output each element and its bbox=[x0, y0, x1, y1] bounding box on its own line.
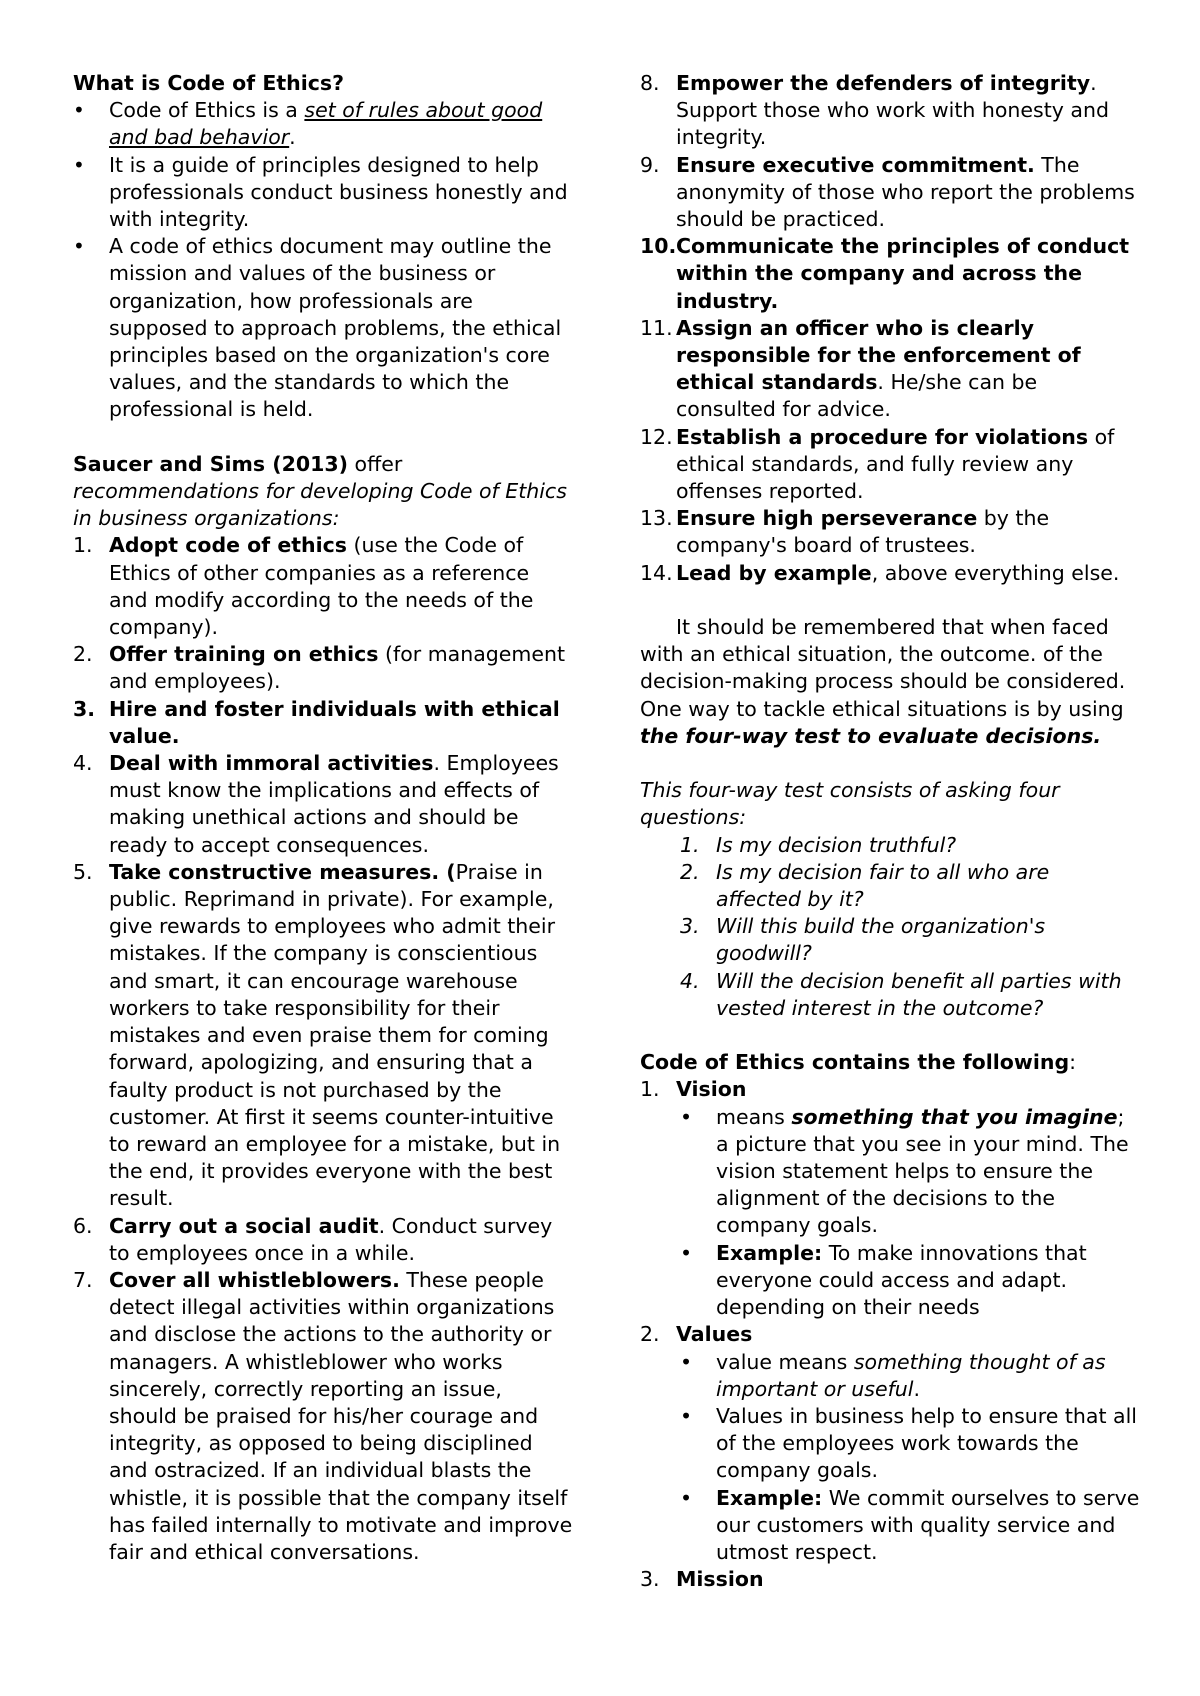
list-item: 1. Adopt code of ethics (use the Code of Ethics of other companies as a reference and modify according to the needs of the company). bbox=[73, 533, 534, 640]
saucer-sims-intro: Saucer and Sims (2013) offer bbox=[73, 451, 403, 476]
values-bullets bbox=[640, 1349, 1140, 1567]
list-item: 10. Communicate the principles of conduct within the company and across the industry. bbox=[640, 234, 1130, 313]
list-item: 2. Is my decision fair to all who are affected by it? bbox=[680, 859, 1050, 912]
contains-heading: Code of Ethics contains the following: bbox=[640, 1050, 1077, 1075]
list-item: • Values in business help to ensure that all of the employees work towards the company goals. bbox=[680, 1403, 1140, 1485]
heading-what-is-code-of-ethics: What is Code of Ethics? bbox=[73, 71, 344, 95]
list-item: 9. Ensure executive commitment. The anonymity of those who report the problems should be practiced. bbox=[640, 152, 1135, 232]
list-item: 6. Carry out a social audit. Conduct survey to employees once in a while. bbox=[73, 1213, 553, 1265]
four-way-test-paragraph: It should be remembered that when faced with an ethical situation, the outcome. of the decision-making process should be considered. One way to tackle ethical situations is by using the four-way test to evaluate decisions. bbox=[640, 615, 1126, 748]
list-item-mission: 3. Mission bbox=[640, 1567, 764, 1592]
recommendations-list bbox=[73, 532, 573, 1566]
list-item: 2. Offer training on ethics (for management and employees). bbox=[73, 642, 566, 694]
recommendations-list-continued bbox=[640, 70, 1140, 587]
list-item: • Example: We commit ourselves to serve our customers with quality service and utmost respect. bbox=[680, 1485, 1140, 1567]
contents-list-mission bbox=[640, 1566, 1140, 1593]
list-item: 13. Ensure high perseverance by the company's board of trustees. bbox=[640, 506, 1050, 558]
list-item: • It is a guide of principles designed to help professionals conduct business honestly and with integrity. bbox=[73, 152, 573, 234]
four-way-questions-list bbox=[640, 832, 1140, 1022]
list-item: 5. Take constructive measures. (Praise in public. Reprimand in private). For example, give rewards to employees who admit their mistakes. If the company is conscientious and smart, it can encourage warehouse workers to take responsibility for their mistakes and even praise them for coming forward, apologizing, and ensuring that a faulty product is not purchased by the customer. At first it seems counter-intuitive to reward an employee for a mistake, but in the end, it provides everyone with the best result. bbox=[73, 859, 561, 1211]
four-way-test-emphasis: the four-way test to evaluate decisions. bbox=[640, 723, 1102, 748]
contents-list bbox=[640, 1076, 1140, 1103]
list-item: • value means something thought of as important or useful. bbox=[680, 1349, 1140, 1403]
list-item: 14. Lead by example, above everything else. bbox=[640, 560, 1120, 585]
list-item-vision: 1. Vision bbox=[640, 1077, 747, 1102]
list-item: • Code of Ethics is a set of rules about good and bad behavior. bbox=[73, 97, 573, 151]
list-item: 7. Cover all whistleblowers. These people detect illegal activities within organizations and disclose the actions to the authority or managers. A whistleblower who works sincerely, correctly reporting an issue, should be praised for his/her courage and integrity, as opposed to being disciplined and ostracized. If an individual blasts the whistle, it is possible that the company itself has failed internally to motivate and improve fair and ethical conversations. bbox=[73, 1267, 573, 1564]
contents-list-values bbox=[640, 1321, 1140, 1348]
definition-bullet-list bbox=[73, 97, 573, 423]
underlined-definition: set of rules about good and bad behavior bbox=[109, 98, 543, 150]
vision-bullets bbox=[640, 1104, 1140, 1322]
list-item: 12. Establish a procedure for violations of ethical standards, and fully review any offenses reported. bbox=[640, 424, 1115, 504]
list-item: 3. Hire and foster individuals with ethical value. bbox=[73, 696, 560, 748]
right-column bbox=[640, 70, 1140, 1593]
list-item: • A code of ethics document may outline the mission and values of the business or organization, how professionals are supposed to approach problems, the ethical principles based on the organization's core values, and the standards to which the professional is held. bbox=[73, 233, 573, 423]
list-item: 8. Empower the defenders of integrity. Support those who work with honesty and integrity. bbox=[640, 71, 1109, 150]
list-item: • means something that you imagine; a picture that you see in your mind. The vision statement helps to ensure the alignment of the decisions to the company goals. bbox=[680, 1104, 1140, 1240]
list-item: 1. Is my decision truthful? bbox=[680, 832, 957, 857]
list-item: 4. Will the decision benefit all parties with vested interest in the outcome? bbox=[680, 968, 1122, 1020]
list-item-values: 2. Values bbox=[640, 1322, 753, 1347]
list-item: 3. Will this build the organization's goodwill? bbox=[680, 914, 1046, 966]
list-item: 11. Assign an officer who is clearly responsible for the enforcement of ethical standards. He/she can be consulted for advice. bbox=[640, 315, 1081, 422]
recommendations-intro: recommendations for developing Code of Ethics in business organizations: bbox=[73, 479, 567, 531]
left-column bbox=[73, 70, 573, 1566]
list-item: • Example: To make innovations that everyone could access and adapt. depending on their needs bbox=[680, 1240, 1140, 1322]
four-way-test-intro: This four-way test consists of asking four questions: bbox=[640, 778, 1060, 830]
list-item: 4. Deal with immoral activities. Employees must know the implications and effects of making unethical actions and should be ready to accept consequences. bbox=[73, 751, 559, 857]
